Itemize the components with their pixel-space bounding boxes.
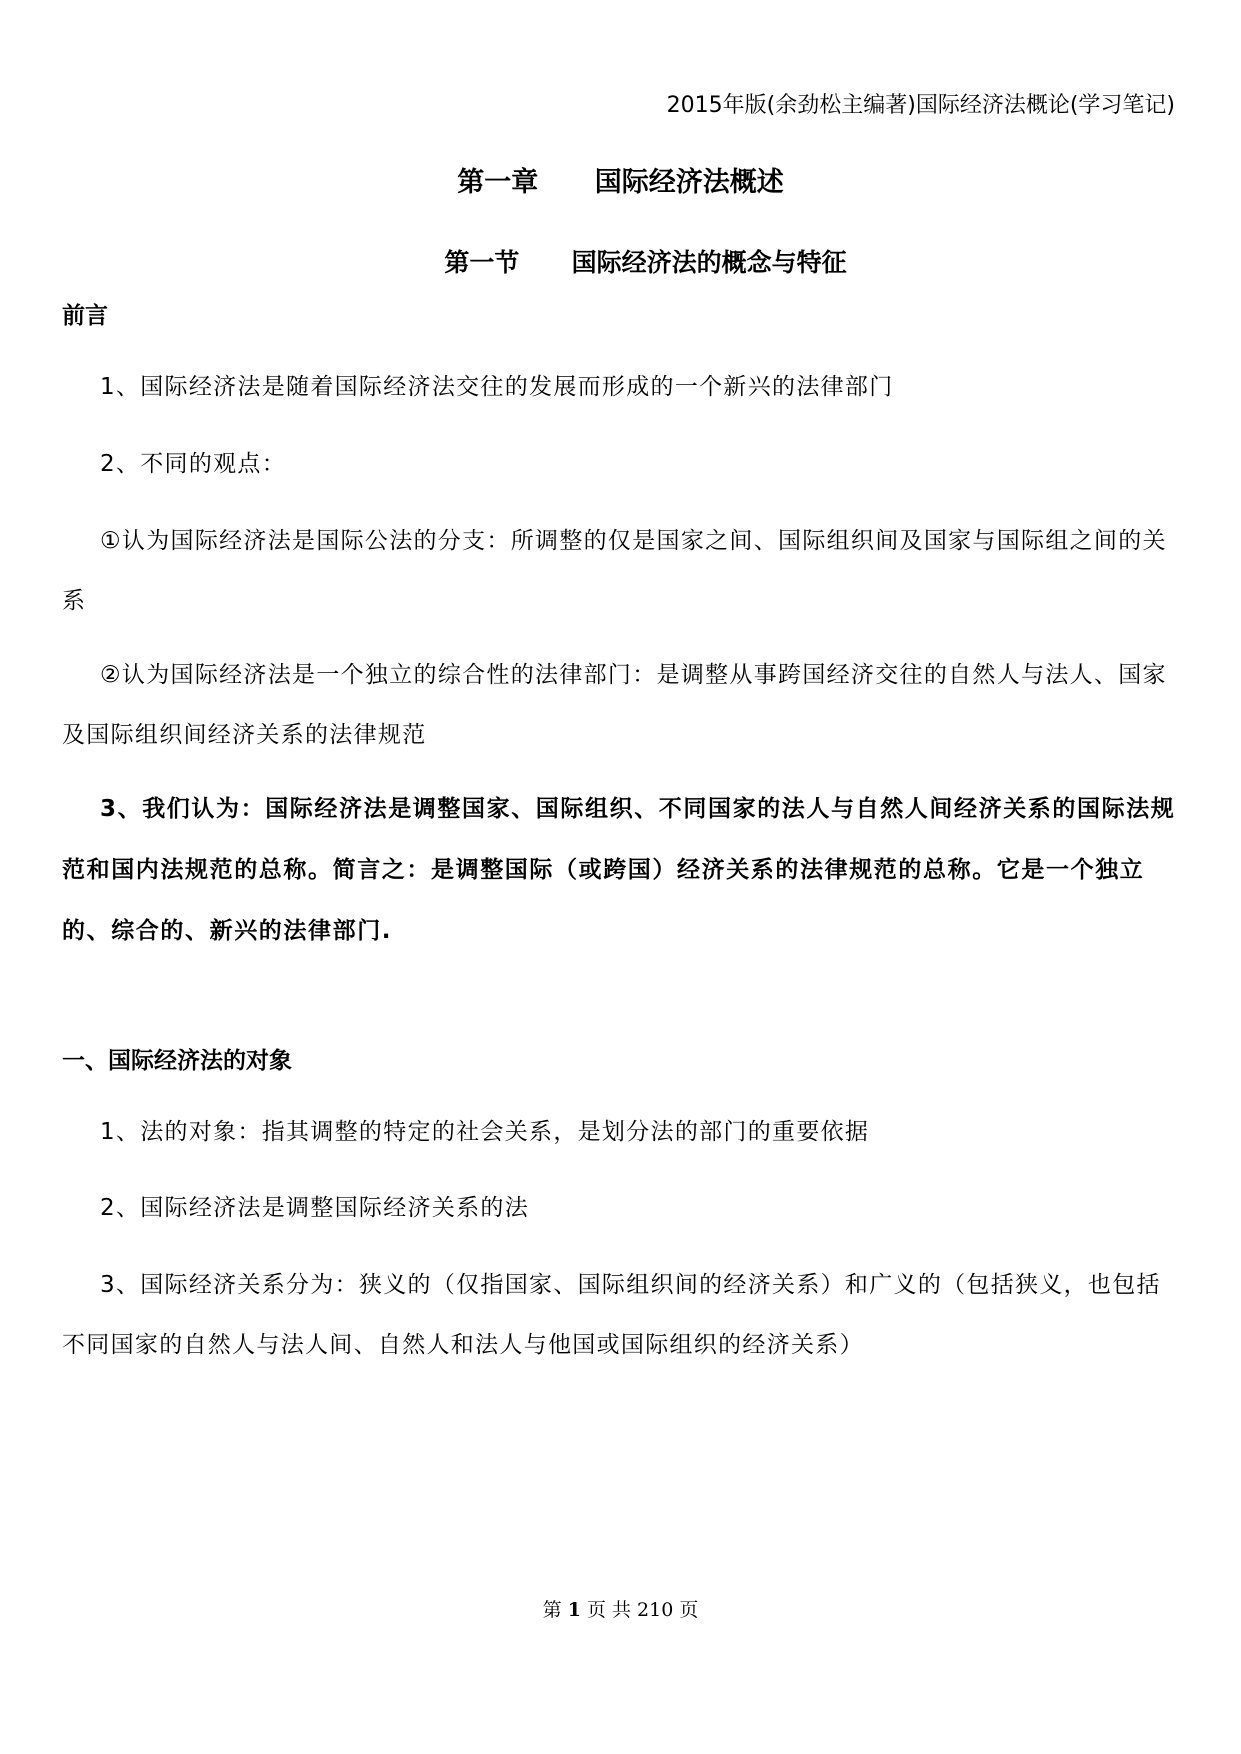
- preface-item-viewpoint-2: ②认为国际经济法是一个独立的综合性的法律部门：是调整从事跨国经济交往的自然人与法人、国家及国际组织间经济关系的法律规范: [62, 662, 1167, 748]
- footer-page-number: 1: [567, 1599, 581, 1621]
- footer-middle: 页 共: [580, 1599, 638, 1621]
- object-item-3: 3、国际经济关系分为：狭义的（仅指国家、国际组织间的经济关系）和广义的（包括狭义，也包括不同国家的自然人与法人间、自然人和法人与他国或国际组织的经济关系）: [62, 1272, 1161, 1358]
- preface-item-viewpoint-1: ①认为国际经济法是国际公法的分支：所调整的仅是国家之间、国际组织间及国家与国际组之间的关系: [62, 528, 1167, 614]
- preface-item-1: 1、国际经济法是随着国际经济法交往的发展而形成的一个新兴的法律部门: [100, 374, 894, 400]
- object-item-1: 1、法的对象：指其调整的特定的社会关系，是划分法的部门的重要依据: [100, 1119, 870, 1145]
- chapter-title: 第一章 国际经济法概述: [457, 167, 784, 198]
- section-title: 第一节 国际经济法的概念与特征: [444, 248, 847, 277]
- preface-item-3-definition: 3、我们认为：国际经济法是调整国家、国际组织、不同国家的法人与自然人间经济关系的国际法规范和国内法规范的总称。简言之：是调整国际（或跨国）经济关系的法律规范的总称。它是一个独立的、综合的、新兴的法律部门.: [62, 796, 1176, 944]
- footer-total-pages: 210: [637, 1599, 674, 1621]
- footer-prefix: 第: [542, 1599, 568, 1621]
- footer-suffix: 页: [673, 1599, 699, 1621]
- object-section-heading: 一、国际经济法的对象: [62, 1048, 292, 1074]
- page-footer: [0, 1595, 1241, 1622]
- object-item-2: 2、国际经济法是调整国际经济关系的法: [100, 1195, 530, 1221]
- running-header: 2015年版(余劲松主编著)国际经济法概论(学习笔记): [666, 93, 1175, 118]
- preface-heading: 前言: [62, 303, 108, 329]
- preface-item-2: 2、不同的观点：: [100, 451, 287, 477]
